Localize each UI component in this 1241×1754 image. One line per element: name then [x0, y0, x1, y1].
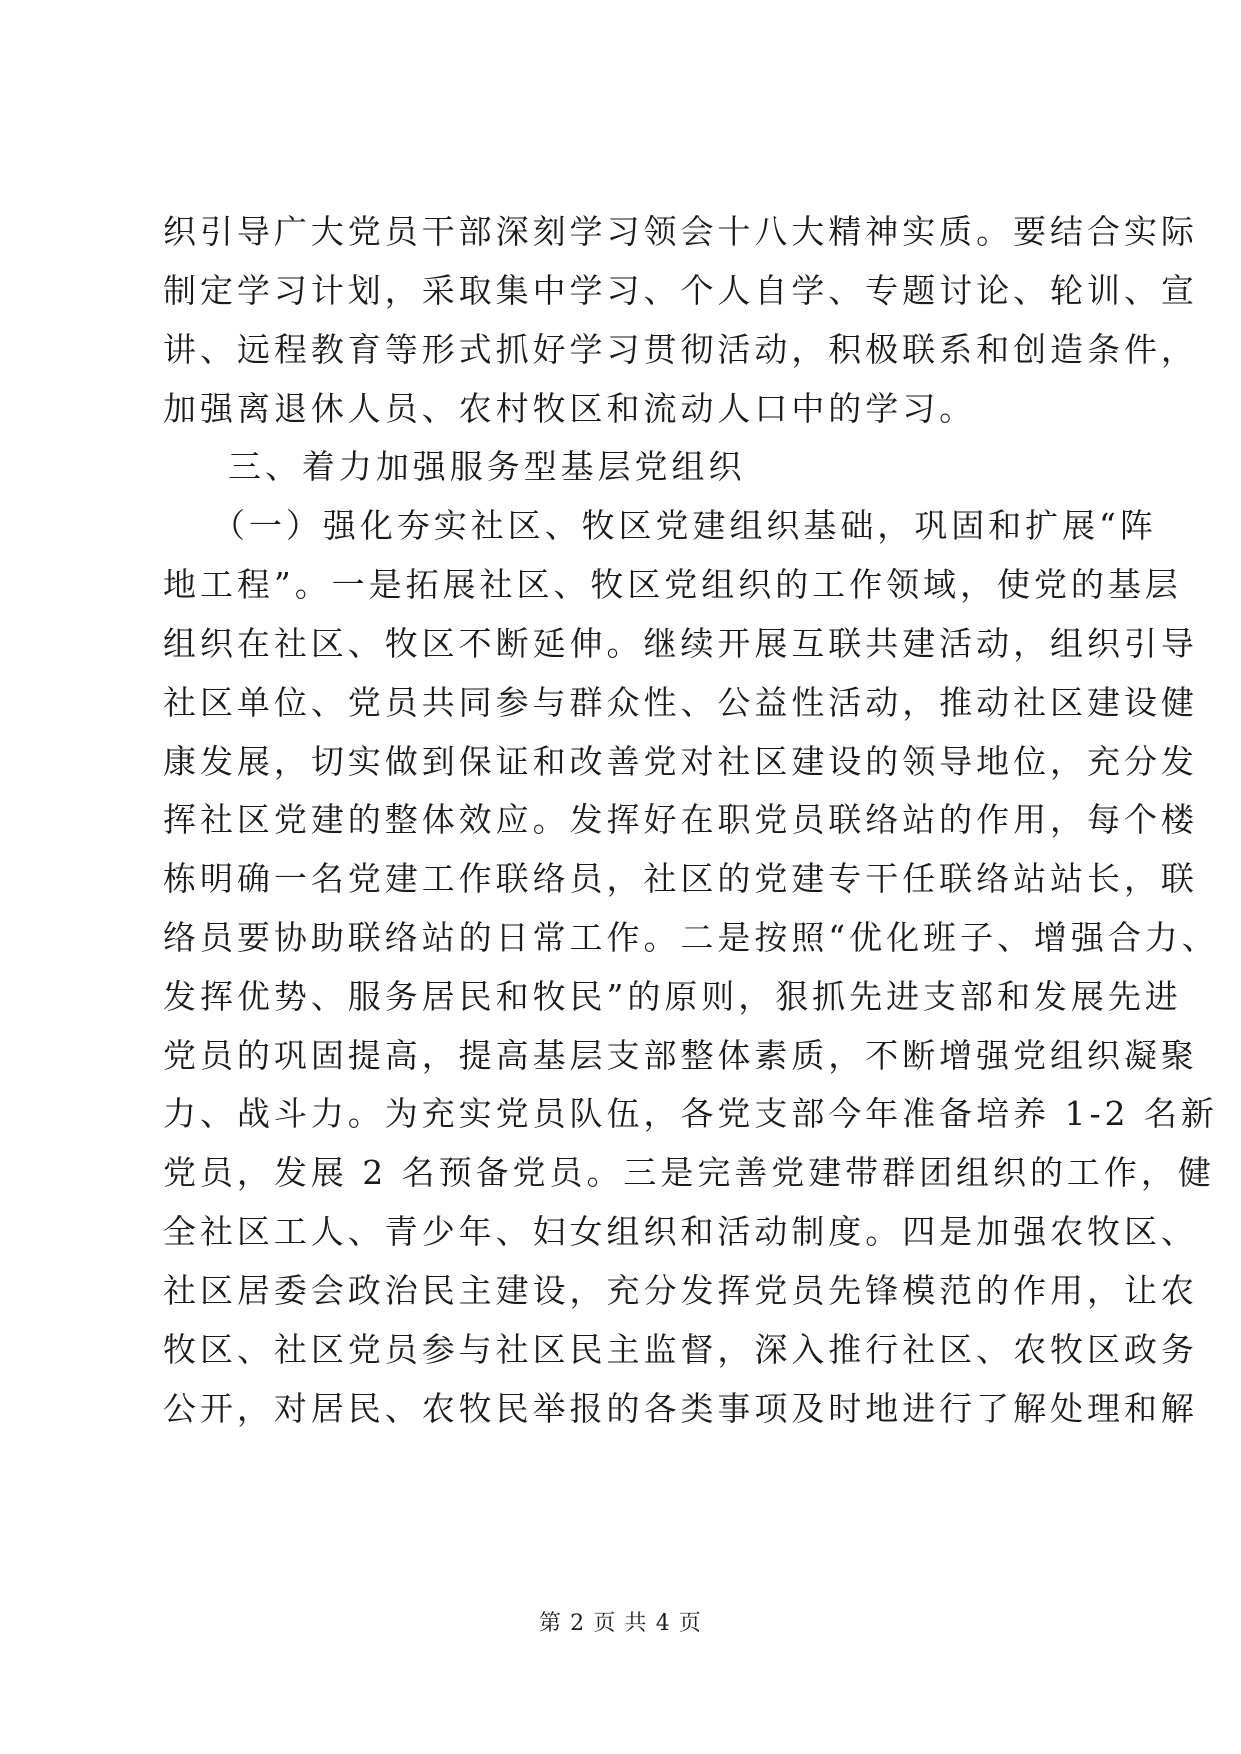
text-line: 党员，发展 2 名预备党员。三是完善党建带群团组织的工作，健	[163, 1153, 1215, 1192]
text-line: 组织在社区、牧区不断延伸。继续开展互联共建活动，组织引导	[163, 624, 1198, 663]
text-line: 发挥优势、服务居民和牧民”的原则，狠抓先进支部和发展先进	[163, 977, 1182, 1016]
text-line: 制定学习计划，采取集中学习、个人自学、专题讨论、轮训、宣	[163, 271, 1198, 310]
text-line: 力、战斗力。为充实党员队伍，各党支部今年准备培养 1-2 名新	[163, 1094, 1218, 1133]
text-line: 挥社区党建的整体效应。发挥好在职党员联络站的作用，每个楼	[163, 800, 1198, 839]
text-line: 讲、远程教育等形式抓好学习贯彻活动，积极联系和创造条件，	[163, 330, 1198, 369]
text-line: 织引导广大党员干部深刻学习领会十八大精神实质。要结合实际	[163, 212, 1198, 251]
section-heading: 三、着力加强服务型基层党组织	[228, 447, 746, 486]
text-line: 社区单位、党员共同参与群众性、公益性活动，推动社区建设健	[163, 683, 1198, 722]
subsection-heading-line: （一）强化夯实社区、牧区党建组织基础，巩固和扩展“阵	[212, 506, 1157, 545]
text-line: 全社区工人、青少年、妇女组织和活动制度。四是加强农牧区、	[163, 1212, 1198, 1251]
text-line: 牧区、社区党员参与社区民主监督，深入推行社区、农牧区政务	[163, 1330, 1198, 1369]
text-line: 公开，对居民、农牧民举报的各类事项及时地进行了解处理和解	[163, 1389, 1198, 1428]
text-line: 康发展，切实做到保证和改善党对社区建设的领导地位，充分发	[163, 742, 1198, 781]
text-line: 络员要协助联络站的日常工作。二是按照“优化班子、增强合力、	[163, 918, 1219, 957]
page-number-footer: 第 2 页 共 4 页	[538, 1611, 703, 1636]
text-line: 加强离退休人员、农村牧区和流动人口中的学习。	[163, 389, 977, 428]
text-line: 栋明确一名党建工作联络员，社区的党建专干任联络站站长，联	[163, 859, 1198, 898]
text-line: 党员的巩固提高，提高基层支部整体素质，不断增强党组织凝聚	[163, 1036, 1198, 1075]
text-line: 社区居委会政治民主建设，充分发挥党员先锋模范的作用，让农	[163, 1271, 1198, 1310]
text-line: 地工程”。一是拓展社区、牧区党组织的工作领域，使党的基层	[163, 565, 1182, 604]
